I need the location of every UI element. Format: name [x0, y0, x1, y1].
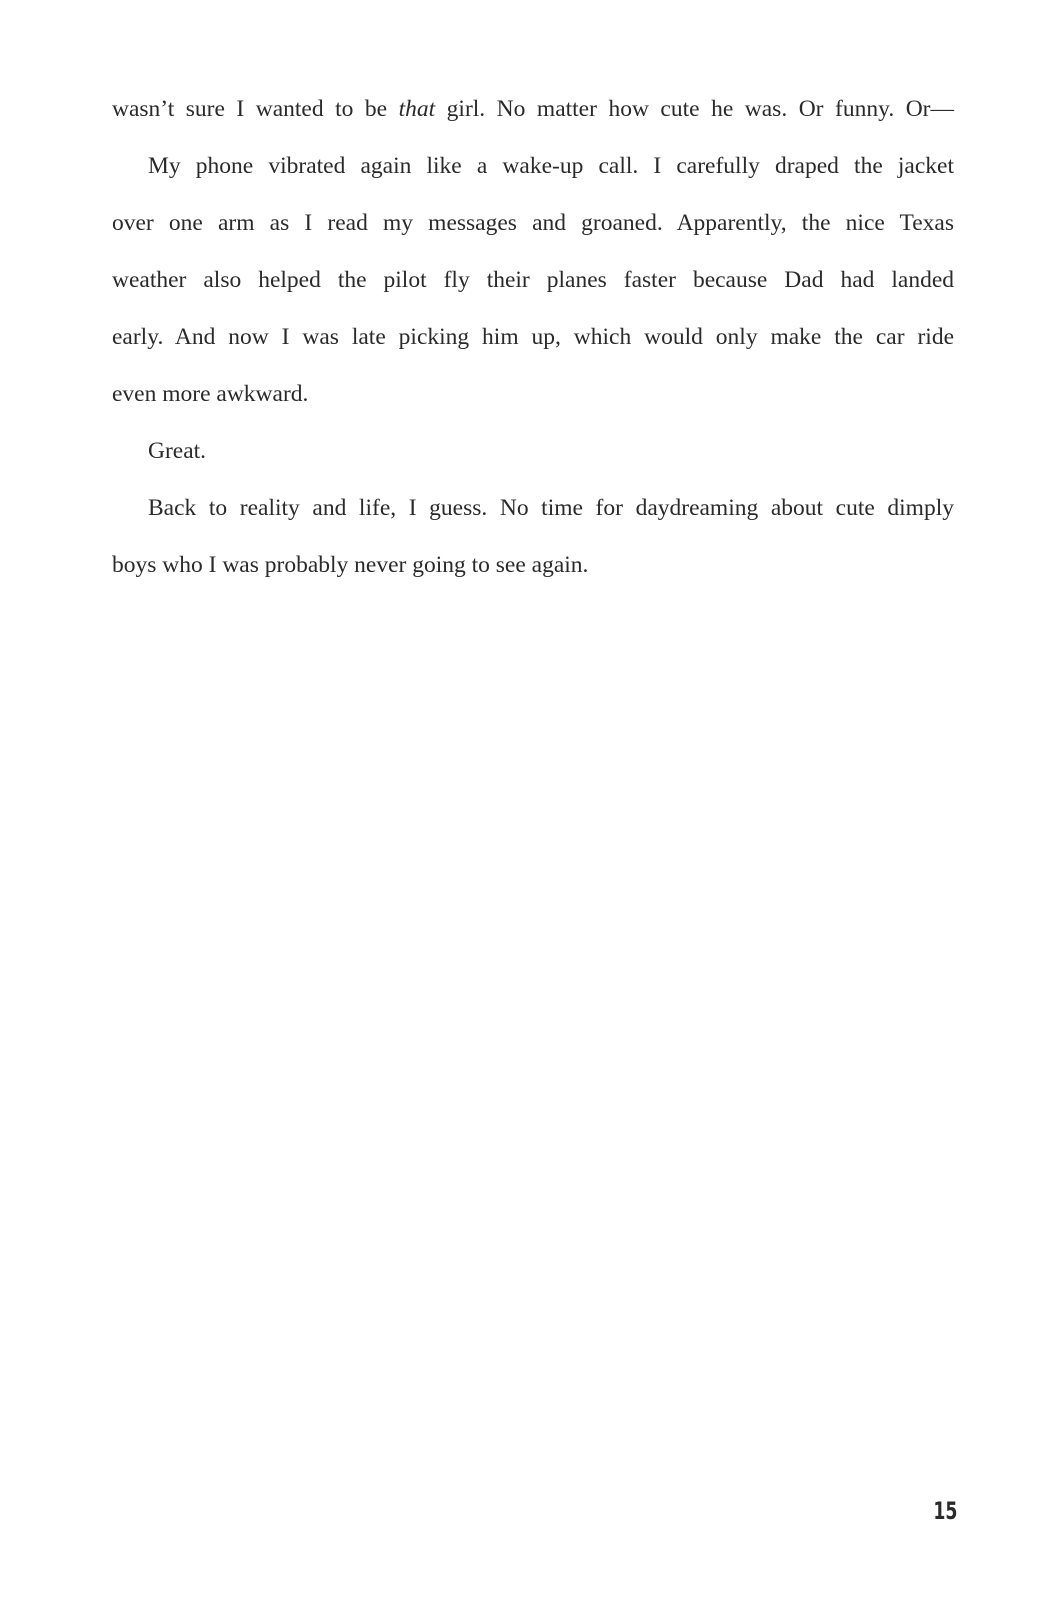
text-line-1: [112, 89, 954, 129]
italic-emphasis: that: [398, 96, 436, 122]
text-line-8: Back to reality and life, I guess. No time for daydreaming about cute dimply: [148, 495, 954, 521]
text-segment: girl. No matter how cute he was. Or funny. Or—: [435, 96, 954, 122]
text-line-3: over one arm as I read my messages and groaned. Apparently, the nice Texas: [112, 210, 954, 236]
text-line-7: Great.: [148, 438, 207, 464]
text-line-2: My phone vibrated again like a wake-up call. I carefully draped the jacket: [148, 153, 954, 179]
text-line-6: even more awkward.: [112, 381, 309, 407]
text-segment: wasn’t sure I wanted to be: [112, 96, 399, 122]
text-line-9: boys who I was probably never going to see again.: [112, 552, 589, 578]
text-line-4: weather also helped the pilot fly their planes faster because Dad had landed: [112, 267, 954, 293]
page-number: 15: [932, 1497, 957, 1525]
text-line-5: early. And now I was late picking him up, which would only make the car ride: [112, 324, 954, 350]
